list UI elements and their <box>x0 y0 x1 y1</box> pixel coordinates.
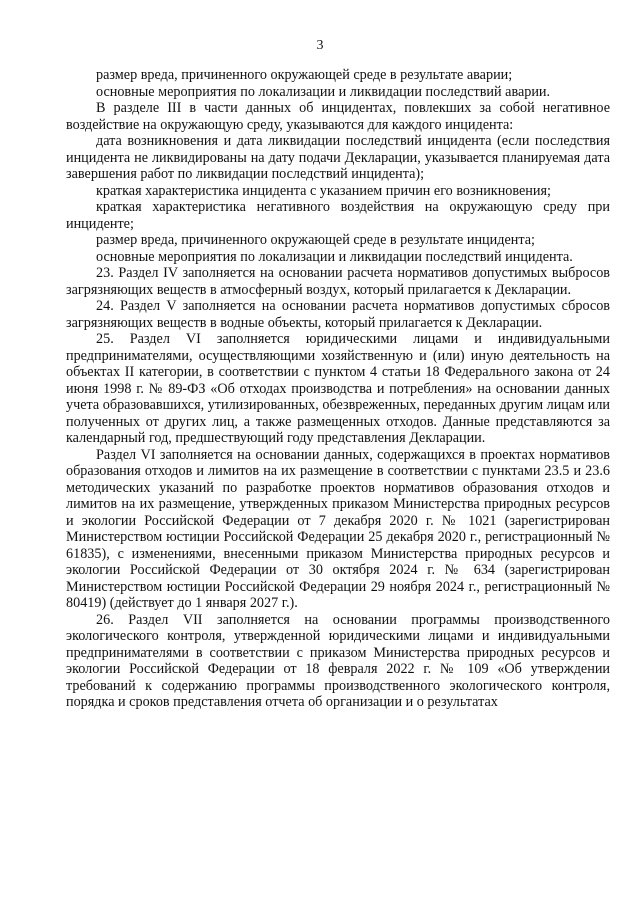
paragraph-item-26: 26. Раздел VII заполняется на основании программы производственного экологического контроля, утвержденной юридическими лицами и индивидуальными предпринимателями в соответствии с приказом Министерства природных ресурсов и экологии Российской Федерации от 18 февраля 2022 г. № 109 «Об утверждении требований к содержанию программы производственного экологического контроля, порядка и сроков представления отчета об организации и о результатах <box>66 611 610 710</box>
paragraph-incident-damage: размер вреда, причиненного окружающей среде в результате инцидента; <box>96 232 535 248</box>
paragraph-item-25: 25. Раздел VI заполняется юридическими лицами и индивидуальными предпринимателями, осуществляющими хозяйственную и (или) иную деятельность на объектах II категории, в соответствии с пунктом 4 статьи 18 Федерального закона от 24 июня 1998 г. № 89-ФЗ «Об отходах производства и потребления» на основании данных учета образовавшихся, утилизированных, обезвреженных, переданных другим лицам или полученных от других лиц, а также размещенных отходов. Данные представляются за календарный год, предшествующий году представления Декларации. <box>66 331 610 446</box>
paragraph-section-iii-incidents: В разделе III в части данных об инцидентах, повлекших за собой негативное воздействие на окружающую среду, указываются для каждого инцидента: <box>66 100 610 133</box>
page-number: 3 <box>316 38 324 53</box>
paragraph-item-23: 23. Раздел IV заполняется на основании расчета нормативов допустимых выбросов загрязняющих веществ в атмосферный воздух, который прилагается к Декларации. <box>66 265 610 298</box>
paragraph-incident-measures: основные мероприятия по локализации и ликвидации последствий инцидента. <box>96 248 573 265</box>
document-body <box>66 67 610 711</box>
paragraph-section-vi-basis: Раздел VI заполняется на основании данных, содержащихся в проектах нормативов образования отходов и лимитов на их размещение в соответствии с пунктами 23.5 и 23.6 методических указаний по разработке проектов нормативов образования отходов и лимитов на их размещение, утвержденных приказом Министерства природных ресурсов и экологии Российской Федерации от 7 декабря 2020 г. № 1021 (зарегистрирован Министерством юстиции Российской Федерации 25 декабря 2020 г., регистрационный № 61835), с изменениями, внесенными приказом Министерства природных ресурсов и экологии Российской Федерации от 30 октября 2024 г. № 634 (зарегистрирован Министерством юстиции Российской Федерации 29 ноября 2024 г., регистрационный № 80419) (действует до 1 января 2027 г.). <box>66 446 610 611</box>
paragraph-incident-impact: краткая характеристика негативного воздействия на окружающую среду при инциденте; <box>66 199 610 232</box>
paragraph-accident-measures: основные мероприятия по локализации и ликвидации последствий аварии. <box>96 83 551 100</box>
paragraph-incident-characteristics: краткая характеристика инцидента с указанием причин его возникновения; <box>96 182 551 199</box>
paragraph-incident-dates: дата возникновения и дата ликвидации последствий инцидента (если последствия инцидента не ликвидированы на дату подачи Декларации, указывается планируемая дата завершения работ по ликвидации последствий инцидента); <box>66 133 610 182</box>
paragraph-item-24: 24. Раздел V заполняется на основании расчета нормативов допустимых сбросов загрязняющих веществ в водные объекты, который прилагается к Декларации. <box>66 298 610 331</box>
paragraph-accident-damage: размер вреда, причиненного окружающей среде в результате аварии; <box>96 67 513 83</box>
